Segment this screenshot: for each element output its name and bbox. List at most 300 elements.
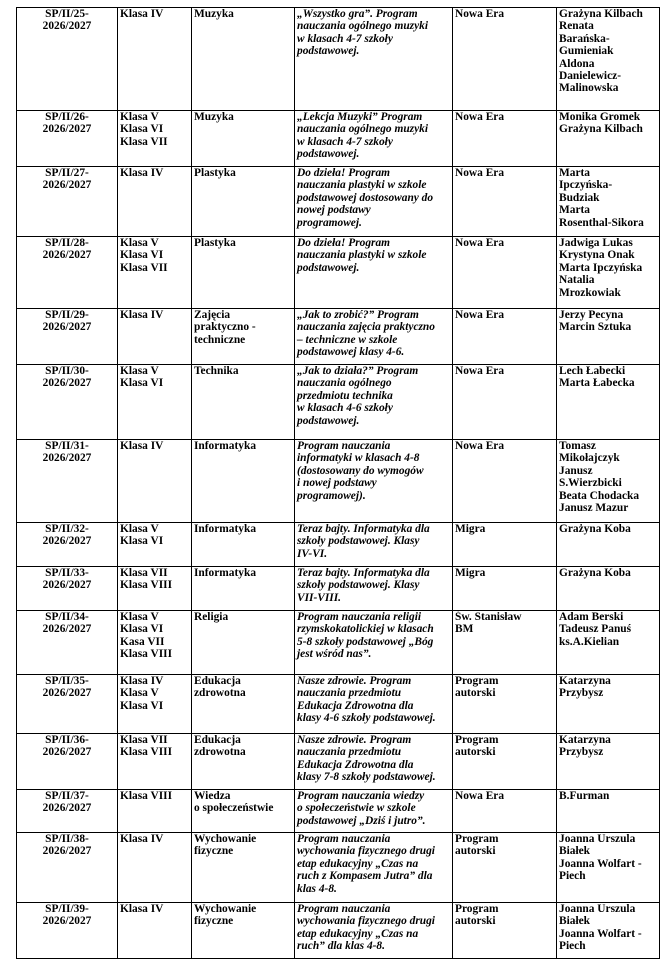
subject-cell [192, 8, 295, 111]
cell-line: Klasa VII [120, 734, 168, 746]
table-row [17, 833, 660, 903]
cell-line: BM [455, 623, 474, 636]
publisher-cell [453, 790, 557, 833]
cell-line: Plastyka [194, 237, 236, 249]
cell-line: etap edukacyjny „Czas na [297, 927, 419, 940]
table-row [17, 523, 660, 567]
table-row [17, 309, 660, 365]
publisher-cell [453, 237, 557, 309]
cell-line: Klasa VI [120, 623, 164, 636]
program-cell [295, 567, 453, 611]
cell-line: podstawowej „Dziś i jutro”. [297, 814, 426, 827]
cell-line: nauczania ogólnego [297, 377, 392, 390]
cell-line: Wychowanie [194, 903, 257, 915]
cell-line: Klasa VII [120, 567, 168, 579]
cell-line: ruch z Kompasem Jutra” dla [297, 870, 433, 883]
cell-line: SP/II/29- [45, 309, 89, 321]
cell-line: SP/II/26- [45, 111, 89, 123]
program-cell [295, 903, 453, 959]
cell-line: klasy 4-6 szkoły podstawowej. [297, 712, 436, 725]
cell-line: Budziak [559, 191, 600, 204]
cell-line: Klasa V [120, 365, 159, 377]
program-cell [295, 167, 453, 237]
cell-line: Św. Stanisław [455, 611, 522, 623]
cell-line: Aldona [559, 57, 595, 70]
cell-line: Klasa V [120, 237, 159, 249]
cell-line: Informatyka [194, 523, 257, 535]
cell-line: Janusz Mazur [559, 502, 629, 515]
cell-line: Informatyka [194, 567, 257, 579]
program-cell [295, 523, 453, 567]
cell-line: Klasa V [120, 687, 159, 700]
cell-line: IV-VI. [297, 547, 328, 560]
class-cell [118, 440, 192, 523]
cell-line: Piech [559, 940, 586, 953]
table-row [17, 237, 660, 309]
cell-line: autorski [455, 687, 496, 700]
cell-line: rzymskokatolickiej w klasach [297, 623, 434, 636]
table-row [17, 111, 660, 167]
cell-line: Do dzieła! Program [297, 237, 391, 249]
cell-line: Malinowska [559, 82, 619, 95]
cell-line: autorski [455, 746, 496, 759]
cell-line: Nowa Era [455, 237, 505, 249]
cell-line: Edukacja Zdrowotna dla [297, 699, 414, 712]
cell-line: Migra [455, 523, 486, 535]
cell-line: Klasa VIII [120, 746, 173, 759]
cell-line: autorski [455, 915, 496, 928]
cell-line: Mrozkowiak [559, 286, 621, 299]
program-cell [295, 111, 453, 167]
authors-cell [557, 523, 660, 567]
code-cell [17, 675, 118, 734]
code-cell [17, 833, 118, 903]
cell-line: informatyki w klasach 4-8 [297, 452, 420, 465]
program-cell [295, 734, 453, 790]
cell-line: Muzyka [194, 111, 234, 123]
subject-cell [192, 111, 295, 167]
cell-line: Lech Łabecki [559, 365, 626, 377]
publisher-cell [453, 675, 557, 734]
cell-line: Marta [559, 204, 590, 217]
cell-line: nauczania ogólnego muzyki [297, 123, 429, 136]
cell-line: 2026/2027 [42, 249, 92, 262]
code-cell [17, 309, 118, 365]
code-cell [17, 237, 118, 309]
cell-line: Do dzieła! Program [297, 167, 391, 179]
cell-line: nauczania plastyki w szkole [297, 179, 427, 192]
cell-line: Katarzyna [559, 734, 611, 746]
cell-line: Migra [455, 567, 486, 579]
cell-line: SP/II/39- [45, 903, 89, 915]
publisher-cell [453, 611, 557, 675]
cell-line: zdrowotna [194, 746, 246, 759]
cell-line: szkoły podstawowej. Klasy [297, 579, 420, 592]
cell-line: w klasach 4-7 szkoły [297, 32, 393, 45]
cell-line: 2026/2027 [42, 123, 92, 136]
cell-line: SP/II/25- [45, 8, 89, 20]
table-row [17, 8, 660, 111]
cell-line: 2026/2027 [42, 452, 92, 465]
subject-cell [192, 675, 295, 734]
cell-line: Program nauczania [297, 903, 391, 915]
publisher-cell [453, 903, 557, 959]
cell-line: nauczania przedmiotu [297, 687, 402, 700]
cell-line: Muzyka [194, 8, 234, 20]
subject-cell [192, 237, 295, 309]
program-cell [295, 833, 453, 903]
subject-cell [192, 567, 295, 611]
cell-line: Tomasz [559, 440, 596, 452]
program-cell [295, 237, 453, 309]
cell-line: Klasa V [120, 611, 159, 623]
subject-cell [192, 903, 295, 959]
cell-line: Przybysz [559, 687, 604, 700]
code-cell [17, 365, 118, 440]
cell-line: Tadeusz Panuś [559, 623, 632, 636]
cell-line: fizyczne [194, 915, 234, 928]
cell-line: 2026/2027 [42, 802, 92, 815]
cell-line: podstawowej dostosowany do [297, 191, 434, 204]
code-cell [17, 903, 118, 959]
cell-line: Grażyna Kilbach [559, 123, 643, 136]
cell-line: Przybysz [559, 746, 604, 759]
cell-line: Katarzyna [559, 675, 611, 687]
table-row [17, 567, 660, 611]
cell-line: 2026/2027 [42, 377, 92, 390]
cell-line: 2026/2027 [42, 845, 92, 858]
cell-line: Marta Ipczyńska [559, 261, 643, 274]
subject-cell [192, 790, 295, 833]
cell-line: B.Furman [559, 790, 610, 802]
cell-line: Program [455, 833, 499, 845]
programs-table-body [17, 8, 660, 959]
cell-line: 2026/2027 [42, 579, 92, 592]
cell-line: Nowa Era [455, 309, 505, 321]
cell-line: wychowania fizycznego drugi [297, 915, 435, 928]
cell-line: „Lekcja Muzyki” Program [297, 111, 423, 123]
cell-line: SP/II/34- [45, 611, 89, 623]
cell-line: Teraz bajty. Informatyka dla [297, 567, 430, 579]
cell-line: podstawowej. [297, 45, 360, 58]
cell-line: Grażyna Kilbach [559, 8, 643, 20]
cell-line: Klasa VI [120, 535, 164, 548]
cell-line: Beata Chodacka [559, 489, 640, 502]
cell-line: Natalia [559, 274, 595, 287]
cell-line: Klasa VII [120, 261, 168, 274]
cell-line: SP/II/37- [45, 790, 89, 802]
authors-cell [557, 734, 660, 790]
cell-line: Nasze zdrowie. Program [297, 675, 412, 687]
cell-line: SP/II/35- [45, 675, 89, 687]
table-row [17, 167, 660, 237]
cell-line: Klasa VIII [120, 790, 173, 802]
authors-cell [557, 567, 660, 611]
cell-line: podstawowej. [297, 414, 360, 427]
cell-line: Nowa Era [455, 8, 505, 20]
cell-line: 2026/2027 [42, 915, 92, 928]
cell-line: SP/II/33- [45, 567, 89, 579]
cell-line: Teraz bajty. Informatyka dla [297, 523, 430, 535]
cell-line: Klasa VII [120, 135, 168, 148]
code-cell [17, 8, 118, 111]
cell-line: podstawowej. [297, 148, 360, 161]
cell-line: 2026/2027 [42, 535, 92, 548]
cell-line: ruch” dla klas 4-8. [297, 940, 385, 953]
table-row [17, 440, 660, 523]
authors-cell [557, 8, 660, 111]
cell-line: Rosenthal-Sikora [559, 216, 644, 229]
program-cell [295, 365, 453, 440]
cell-line: 2026/2027 [42, 20, 92, 33]
class-cell [118, 903, 192, 959]
class-cell [118, 237, 192, 309]
cell-line: Program [455, 675, 499, 687]
cell-line: Joanna Wolfart - [559, 857, 642, 870]
cell-line: Klasa VIII [120, 648, 173, 661]
cell-line: Janusz [559, 464, 593, 477]
cell-line: szkoły podstawowej. Klasy [297, 535, 420, 548]
cell-line: „Jak to zrobić?” Program [297, 309, 419, 321]
cell-line: Mikołajczyk [559, 452, 620, 465]
class-cell [118, 167, 192, 237]
cell-line: Technika [194, 365, 239, 377]
class-cell [118, 790, 192, 833]
cell-line: SP/II/31- [45, 440, 89, 452]
subject-cell [192, 365, 295, 440]
cell-line: Program nauczania wiedzy [297, 790, 425, 802]
cell-line: Grażyna Koba [559, 567, 631, 579]
cell-line: Gumieniak [559, 45, 614, 58]
authors-cell [557, 675, 660, 734]
cell-line: nowej podstawy [297, 204, 371, 217]
class-cell [118, 523, 192, 567]
publisher-cell [453, 167, 557, 237]
cell-line: Danielewicz- [559, 70, 621, 83]
cell-line: i nowej podstawy [297, 477, 377, 490]
table-row [17, 734, 660, 790]
publisher-cell [453, 734, 557, 790]
publisher-cell [453, 309, 557, 365]
cell-line: Program [455, 903, 499, 915]
class-cell [118, 111, 192, 167]
cell-line: Klasa VI [120, 123, 164, 136]
subject-cell [192, 611, 295, 675]
cell-line: podstawowej. [297, 261, 360, 274]
table-row [17, 903, 660, 959]
authors-cell [557, 237, 660, 309]
program-cell [295, 790, 453, 833]
cell-line: Grażyna Koba [559, 523, 631, 535]
program-cell [295, 675, 453, 734]
publisher-cell [453, 523, 557, 567]
cell-line: Krystyna Onak [559, 249, 635, 262]
cell-line: Klasa IV [120, 675, 164, 687]
cell-line: Wychowanie [194, 833, 257, 845]
cell-line: Adam Berski [559, 611, 624, 623]
cell-line: Piech [559, 870, 586, 883]
cell-line: o społeczeństwie [194, 802, 274, 815]
cell-line: Edukacja [194, 734, 241, 746]
cell-line: Program [455, 734, 499, 746]
cell-line: programowej. [297, 216, 362, 229]
cell-line: Monika Gromek [559, 111, 641, 123]
authors-cell [557, 111, 660, 167]
cell-line: Klasa VI [120, 377, 164, 390]
cell-line: Marta [559, 167, 590, 179]
cell-line: klasy 7-8 szkoły podstawowej. [297, 771, 436, 784]
cell-line: Klasa VIII [120, 579, 173, 592]
cell-line: Klasa VI [120, 249, 164, 262]
program-cell [295, 309, 453, 365]
cell-line: Joanna Urszula [559, 833, 636, 845]
program-cell [295, 8, 453, 111]
cell-line: techniczne [194, 333, 246, 346]
publisher-cell [453, 111, 557, 167]
code-cell [17, 167, 118, 237]
cell-line: 2026/2027 [42, 687, 92, 700]
class-cell [118, 567, 192, 611]
cell-line: 2026/2027 [42, 623, 92, 636]
table-row [17, 675, 660, 734]
cell-line: Edukacja [194, 675, 241, 687]
subject-cell [192, 309, 295, 365]
authors-cell [557, 790, 660, 833]
cell-line: Renata [559, 20, 594, 33]
cell-line: SP/II/28- [45, 237, 89, 249]
cell-line: Marcin Sztuka [559, 321, 632, 334]
cell-line: Zajęcia [194, 309, 231, 321]
authors-cell [557, 309, 660, 365]
cell-line: Program nauczania [297, 440, 391, 452]
publisher-cell [453, 365, 557, 440]
cell-line: (dostosowany do wymogów [297, 464, 424, 477]
cell-line: Nowa Era [455, 440, 505, 452]
cell-line: Joanna Urszula [559, 903, 636, 915]
cell-line: SP/II/30- [45, 365, 89, 377]
authors-cell [557, 440, 660, 523]
class-cell [118, 611, 192, 675]
cell-line: przedmiotu technika [297, 389, 393, 402]
cell-line: Klasa IV [120, 440, 164, 452]
cell-line: praktyczno - [194, 321, 256, 334]
class-cell [118, 833, 192, 903]
cell-line: 2026/2027 [42, 179, 92, 192]
authors-cell [557, 903, 660, 959]
cell-line: Nowa Era [455, 111, 505, 123]
cell-line: nauczania zajęcia praktyczno [297, 321, 435, 334]
cell-line: klas 4-8. [297, 882, 337, 895]
cell-line: nauczania plastyki w szkole [297, 249, 427, 262]
cell-line: „Wszystko gra”. Program [297, 8, 418, 20]
subject-cell [192, 523, 295, 567]
cell-line: nauczania przedmiotu [297, 746, 402, 759]
cell-line: w klasach 4-7 szkoły [297, 135, 393, 148]
program-cell [295, 611, 453, 675]
cell-line: Białek [559, 915, 591, 928]
cell-line: Białek [559, 845, 591, 858]
cell-line: Klasa V [120, 111, 159, 123]
class-cell [118, 8, 192, 111]
programs-table [16, 7, 660, 959]
subject-cell [192, 734, 295, 790]
cell-line: Program nauczania religii [297, 611, 422, 623]
code-cell [17, 734, 118, 790]
cell-line: Marta Łabecka [559, 377, 635, 390]
cell-line: S.Wierzbicki [559, 477, 622, 490]
cell-line: Klasa IV [120, 309, 164, 321]
cell-line: Edukacja Zdrowotna dla [297, 758, 414, 771]
cell-line: Nowa Era [455, 790, 505, 802]
authors-cell [557, 365, 660, 440]
code-cell [17, 523, 118, 567]
class-cell [118, 365, 192, 440]
table-row [17, 790, 660, 833]
code-cell [17, 111, 118, 167]
authors-cell [557, 611, 660, 675]
code-cell [17, 611, 118, 675]
cell-line: w klasach 4-6 szkoły [297, 402, 393, 415]
program-cell [295, 440, 453, 523]
cell-line: Informatyka [194, 440, 257, 452]
cell-line: Klasa IV [120, 8, 164, 20]
cell-line: Kasa VII [120, 635, 165, 648]
subject-cell [192, 167, 295, 237]
cell-line: Nasze zdrowie. Program [297, 734, 412, 746]
code-cell [17, 790, 118, 833]
cell-line: zdrowotna [194, 687, 246, 700]
cell-line: Joanna Wolfart - [559, 927, 642, 940]
publisher-cell [453, 440, 557, 523]
cell-line: 5-8 szkoły podstawowej „Bóg [297, 635, 434, 648]
cell-line: Barańska- [559, 32, 610, 45]
cell-line: Jadwiga Lukas [559, 237, 633, 249]
cell-line: jest wśród nas”. [297, 648, 372, 661]
table-row [17, 365, 660, 440]
cell-line: o społeczeństwie w szkole [297, 802, 416, 815]
code-cell [17, 440, 118, 523]
cell-line: Wiedza [194, 790, 231, 802]
cell-line: Religia [194, 611, 229, 623]
cell-line: autorski [455, 845, 496, 858]
cell-line: – techniczne w szkole [297, 333, 398, 346]
cell-line: Klasa VI [120, 699, 164, 712]
cell-line: VII-VIII. [297, 591, 341, 604]
cell-line: 2026/2027 [42, 746, 92, 759]
class-cell [118, 309, 192, 365]
publisher-cell [453, 833, 557, 903]
cell-line: programowej). [297, 489, 366, 502]
cell-line: Program nauczania [297, 833, 391, 845]
cell-line: podstawowej klasy 4-6. [297, 346, 405, 359]
cell-line: Nowa Era [455, 167, 505, 179]
cell-line: Klasa IV [120, 167, 164, 179]
cell-line: Nowa Era [455, 365, 505, 377]
publisher-cell [453, 8, 557, 111]
cell-line: SP/II/32- [45, 523, 89, 535]
cell-line: ks.A.Kielian [559, 635, 620, 648]
class-cell [118, 734, 192, 790]
cell-line: Plastyka [194, 167, 236, 179]
cell-line: fizyczne [194, 845, 234, 858]
cell-line: Jerzy Pecyna [559, 309, 624, 321]
cell-line: Klasa V [120, 523, 159, 535]
cell-line: SP/II/38- [45, 833, 89, 845]
cell-line: SP/II/36- [45, 734, 89, 746]
cell-line: etap edukacyjny „Czas na [297, 857, 419, 870]
authors-cell [557, 167, 660, 237]
authors-cell [557, 833, 660, 903]
